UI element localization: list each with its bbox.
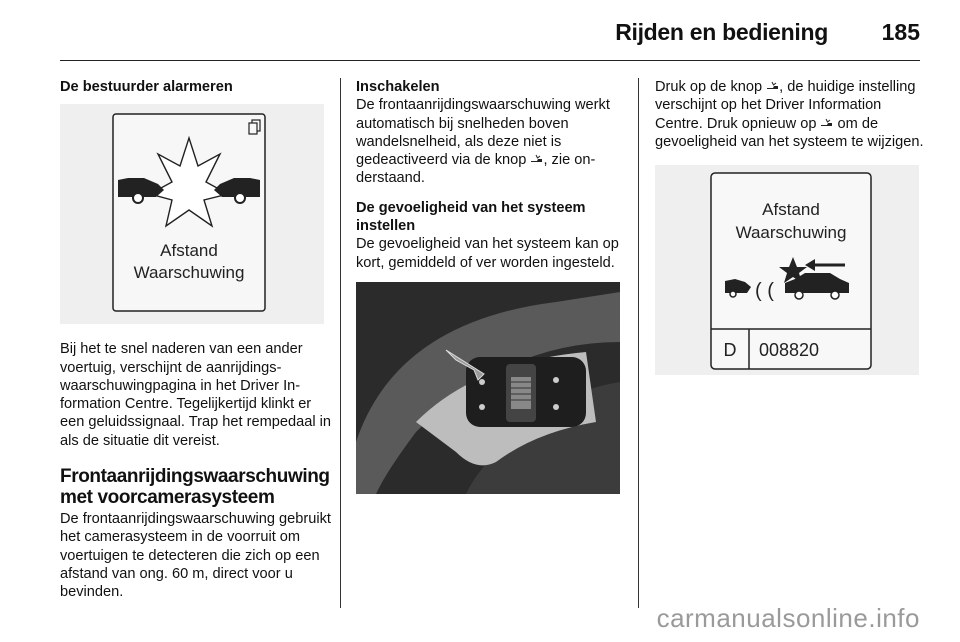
section-title-forward-collision: Frontaanrijdingswaarschuwing met voorcamerasysteem [60, 466, 330, 509]
paragraph-press-button: Druk op de knop , de huidige instelling verschijnt op het Driver Information Centre. Druk opnieuw op om de gevoeligheid van het systeem te wijzigen. [655, 79, 924, 150]
subheading-alert-driver: De bestuurder alarmeren [60, 79, 233, 95]
chapter-title: Rijden en bediening [615, 19, 828, 45]
steering-wheel-illustration [356, 282, 620, 494]
column-divider [638, 78, 639, 608]
column-middle [356, 78, 626, 494]
following-distance-button-icon [766, 81, 779, 92]
figure-distance-setting [655, 165, 919, 375]
page-number: 185 [881, 19, 920, 45]
subheading-activate: Inschakelen [356, 79, 440, 95]
following-distance-button-icon [820, 118, 833, 129]
page-header [60, 0, 920, 61]
display-text-line1: Afstand [160, 241, 218, 261]
collision-alert-illustration [60, 104, 324, 324]
figure-steering-wheel [356, 282, 620, 494]
paragraph-sensitivity: De gevoeligheid van het systeem kan op kort, gemiddeld of ver worden ingesteld. [356, 236, 619, 271]
figure-collision-alert [60, 104, 324, 324]
distance-setting-illustration [655, 165, 919, 375]
display-label-d: D [723, 340, 737, 361]
column-divider [340, 78, 341, 608]
display-text-line2: Waarschuwing [133, 263, 245, 283]
distance-bracket-icon: ( ( [755, 280, 774, 303]
following-distance-button-icon [530, 154, 543, 165]
paragraph-alert-description: Bij het te snel naderen van een ander voertuig, verschijnt de aanrijdingswaarschuwingpagina in het Driver Information Centre. Tegelijkertijd klinkt er een geluidssignaal. Trap het rempedaal in als de situatie dit vereist. [60, 341, 331, 449]
display-code: 008820 [759, 340, 820, 361]
paragraph-activate: De frontaanrijdingswaarschuwing werkt automatisch bij snelheden boven wandelsnelheid, als deze niet is gedeactiveerd via de knop , zie onderstaand. [356, 97, 610, 187]
paragraph-camera-system: De frontaanrijdingswaarschuwing gebruikt het camerasysteem in de voorruit om voertuigen te detecteren die zich op een afstand van ong. 60 m, direct voor u bevinden. [60, 511, 331, 601]
display-text-line2: Waarschuwing [735, 223, 847, 243]
display-text-line1: Afstand [762, 200, 820, 220]
watermark: carmanualsonline.info [656, 603, 920, 633]
column-right [655, 78, 925, 375]
column-left [60, 78, 332, 602]
subheading-sensitivity: De gevoeligheid van het systeem instellen [356, 199, 586, 235]
